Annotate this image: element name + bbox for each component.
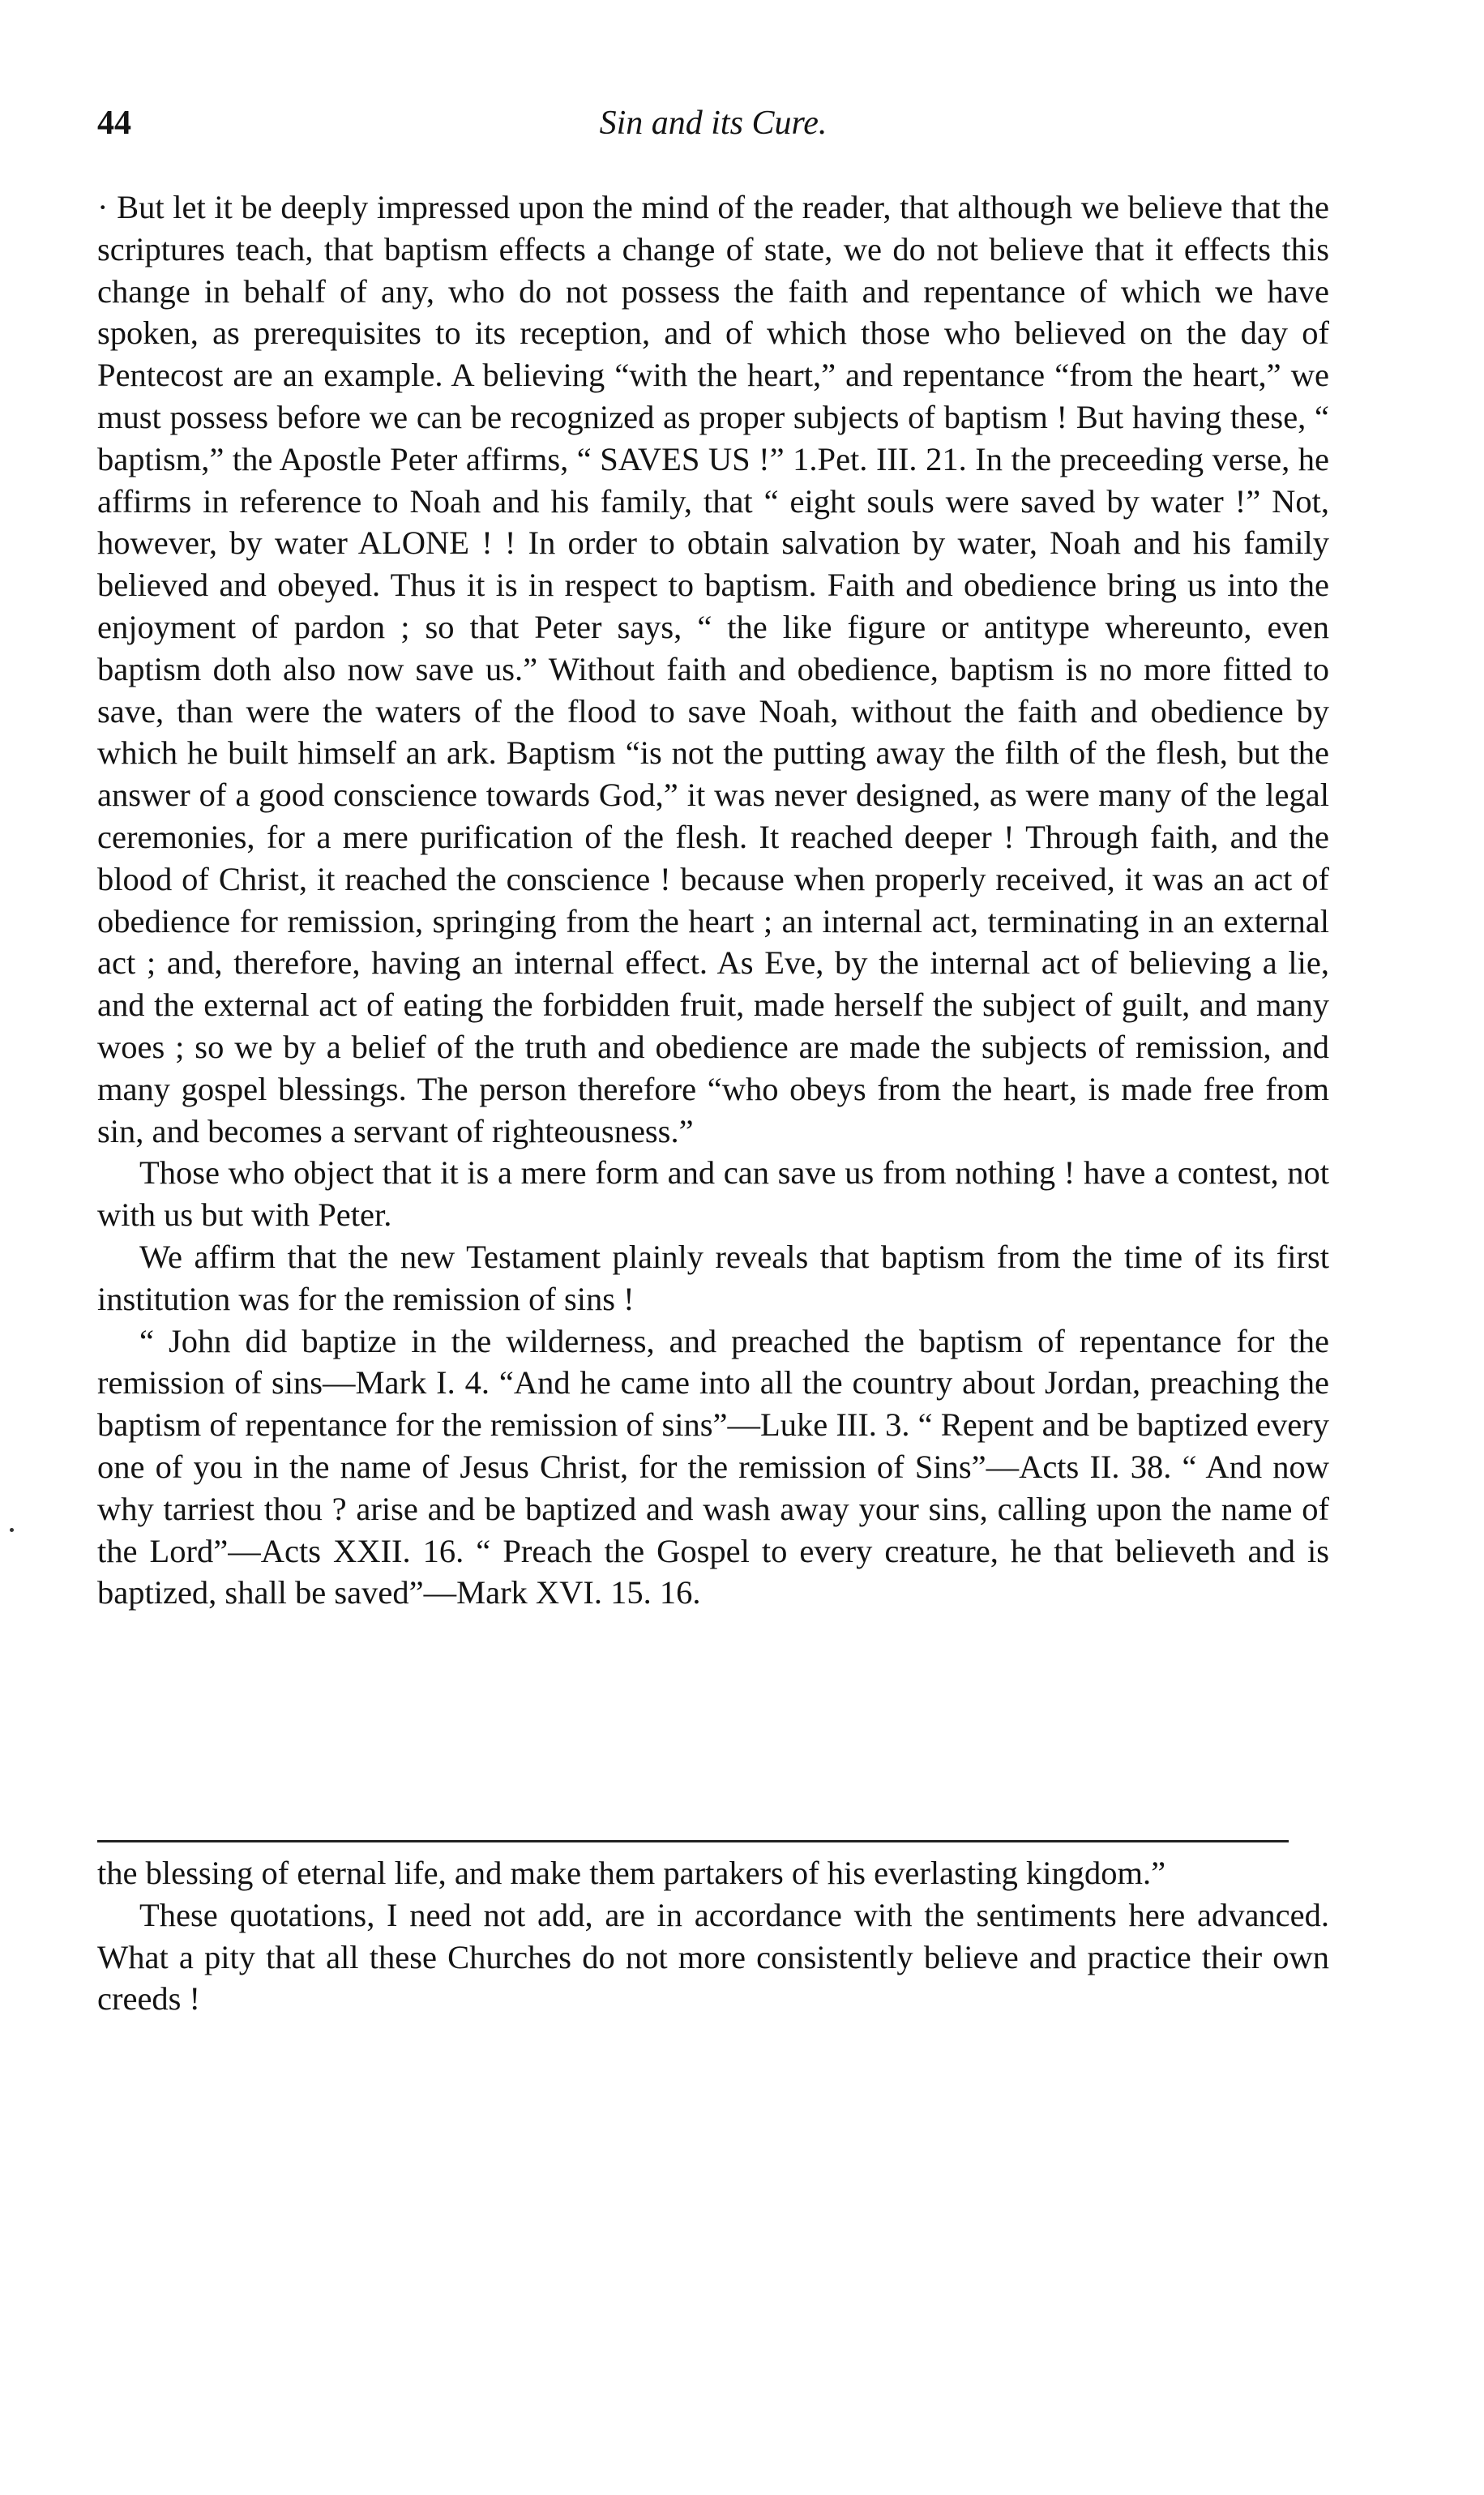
page-header bbox=[97, 104, 1329, 152]
page-number: 44 bbox=[97, 105, 131, 142]
main-text bbox=[97, 186, 1329, 1614]
paragraph-objection: Those who object that it is a mere form and can save us from nothing ! have a contest, not with us but with Peter. bbox=[97, 1154, 1329, 1234]
footnote-text bbox=[97, 1852, 1329, 2020]
margin-mark bbox=[10, 1528, 14, 1532]
paragraph-baptism-faith: · But let it be deeply impressed upon the mind of the reader, that although we believe that the scriptures teach, that baptism effects a change of state, we do not believe that it effects this change in behalf of any, who do not possess the faith and repentance of which we have spoken, as prerequisites to its reception, and of which those who believed on the day of Pentecost are an example. A believing “with the heart,” and repentance “from the heart,” we must possess before we can be recognized as proper subjects of baptism ! But having these, “ baptism,” the Apostle Peter affirms, “ SAVES US !” 1.Pet. III. 21. In the preceeding verse, he affirms in reference to Noah and his family, that “ eight souls were saved by water !” Not, however, by water ALONE ! ! In order to obtain salvation by water, Noah and his family believed and obeyed. Thus it is in respect to baptism. Faith and obedience bring us into the enjoyment of pardon ; so that Peter says, “ the like figure or antitype whereunto, even baptism doth also now save us.” Without faith and obedience, baptism is no more fitted to save, than were the waters of the flood to save Noah, without the faith and obedience by which he built himself an ark. Baptism “is not the putting away the filth of the flesh, but the answer of a good conscience towards God,” it was never designed, as were many of the legal ceremonies, for a mere purification of the flesh. It reached deeper ! Through faith, and the blood of Christ, it reached the conscience ! because when properly received, it was an act of obedience for remission, springing from the heart ; an internal act, terminating in an external act ; and, therefore, having an internal effect. As Eve, by the internal act of believing a lie, and the external act of eating the forbidden fruit, made herself the subject of guilt, and many woes ; so we by a belief of the truth and obedience are made the subjects of remission, and many gospel blessings. The person therefore “who obeys from the heart, is made free from sin, and becomes a servant of righteousness.” bbox=[97, 189, 1329, 1149]
running-title: Sin and its Cure. bbox=[599, 105, 828, 142]
paragraph-affirmation: We affirm that the new Testament plainly reveals that baptism from the time of its first institution was for the remission of sins ! bbox=[97, 1238, 1329, 1317]
footnote-paragraph: These quotations, I need not add, are in accordance with the sentiments here advanced. What a pity that all these Churches do not more consistently believe and practice their own creeds ! bbox=[97, 1896, 1329, 2018]
paragraph-scripture-quotes: “ John did baptize in the wilderness, and preached the baptism of repentance for the remission of sins—Mark I. 4. “And he came into all the country about Jordan, preaching the baptism of repentance for the remission of sins”—Luke III. 3. “ Repent and be baptized every one of you in the name of Jesus Christ, for the remission of Sins”—Acts II. 38. “ And now why tarriest thou ? arise and be baptized and wash away your sins, calling upon the name of the Lord”—Acts XXII. 16. “ Preach the Gospel to every creature, he that believeth and is baptized, shall be saved”—Mark XVI. 15. 16. bbox=[97, 1322, 1329, 1611]
footnote-continuation: the blessing of eternal life, and make them partakers of his everlasting kingdom.” bbox=[97, 1855, 1166, 1891]
footnote-divider bbox=[97, 1840, 1289, 1842]
